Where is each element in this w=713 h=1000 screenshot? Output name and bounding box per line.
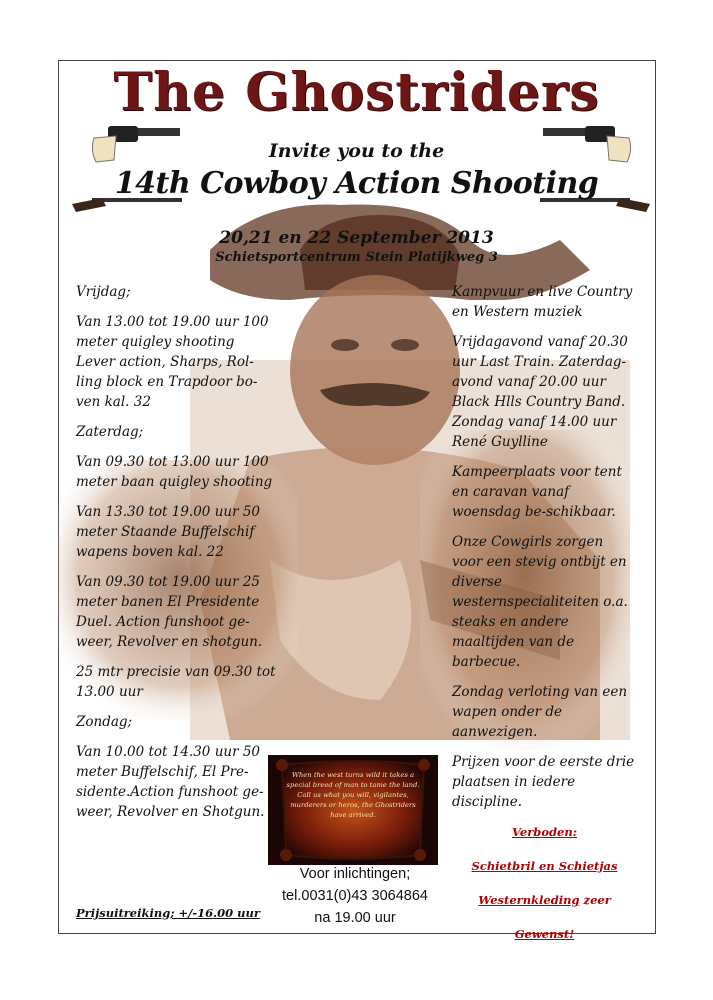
program-item: Van 13.00 tot 19.00 uur 100 meter quigley shooting Lever action, Sharps, Rol-ling block en Trapdoor bo-ven kal. 32 [76,314,269,410]
dress-code-note: Gewenst! [514,927,575,941]
program-item: 25 mtr precisie van 09.30 tot 13.00 uur [76,664,276,700]
contact-phone: tel.0031(0)43 3064864 [282,888,428,904]
activity-item: Kampeerplaats voor tent en caravan vanaf woensdag be-schikbaar. [452,464,622,520]
contact-label: Voor inlichtingen; [299,866,411,882]
activity-item: Prijzen voor de eerste drie plaatsen in iedere discipline. [452,754,635,810]
activity-item: Kampvuur en live Country en Western muziek [452,284,633,320]
activity-item: Onze Cowgirls zorgen voor een stevig ontbijt en diverse westernspecialiteiten o.a. steaks en andere maaltijden van de barbecue. [452,534,628,670]
program-item: Van 10.00 tot 14.30 uur 50 meter Buffelschif, El Pre-sidente.Action funshoot ge-weer, Revolver en Shotgun. [76,744,265,820]
forbidden-items: Schietbril en Schietjas [471,859,618,873]
forbidden-heading: Verboden: [512,825,577,839]
program-item: Van 09.30 tot 19.00 uur 25 meter banen El Presidente Duel. Action funshoot ge-weer, Revolver en shotgun. [76,574,263,650]
event-dates: 20,21 en 22 September 2013 [219,228,494,248]
program-item: Van 09.30 tot 13.00 uur 100 meter baan quigley shooting [76,454,273,490]
event-location: Schietsportcentrum Stein Platijkweg 3 [215,250,498,265]
activity-item: Zondag verloting van een wapen onder de aanwezigen. [452,684,628,740]
day-heading: Vrijdag; [76,284,131,300]
dress-code-term: Westernkleding [478,893,580,907]
program-item: Van 13.30 tot 19.00 uur 50 meter Staande Buffelschif wapens boven kal. 22 [76,504,261,560]
program-column [76,282,276,832]
contact-time: na 19.00 uur [314,910,396,926]
event-title: 14th Cowboy Action Shooting [114,166,599,201]
dress-code [452,890,637,910]
dress-code-suffix: zeer [579,893,611,907]
page-title: The Ghostriders [113,62,600,123]
day-heading: Zondag; [76,714,133,730]
invite-subtitle: Invite you to the [268,140,445,162]
prize-ceremony: Prijsuitreiking; +/-16.00 uur [76,906,260,920]
activities-column [452,282,637,954]
scroll-quote: When the west turns wild it takes a special breed of man to tame the land. Call us what you will, vigilantes, murderers or heros, the Ghostriders have arrived. [286,771,420,819]
day-heading: Zaterdag; [76,424,144,440]
activity-item: Vrijdagavond vanaf 20.30 uur Last Train. Zaterdag-avond vanaf 20.00 uur Black Hlls Country Band. Zondag vanaf 14.00 uur René Guylline [452,334,628,450]
